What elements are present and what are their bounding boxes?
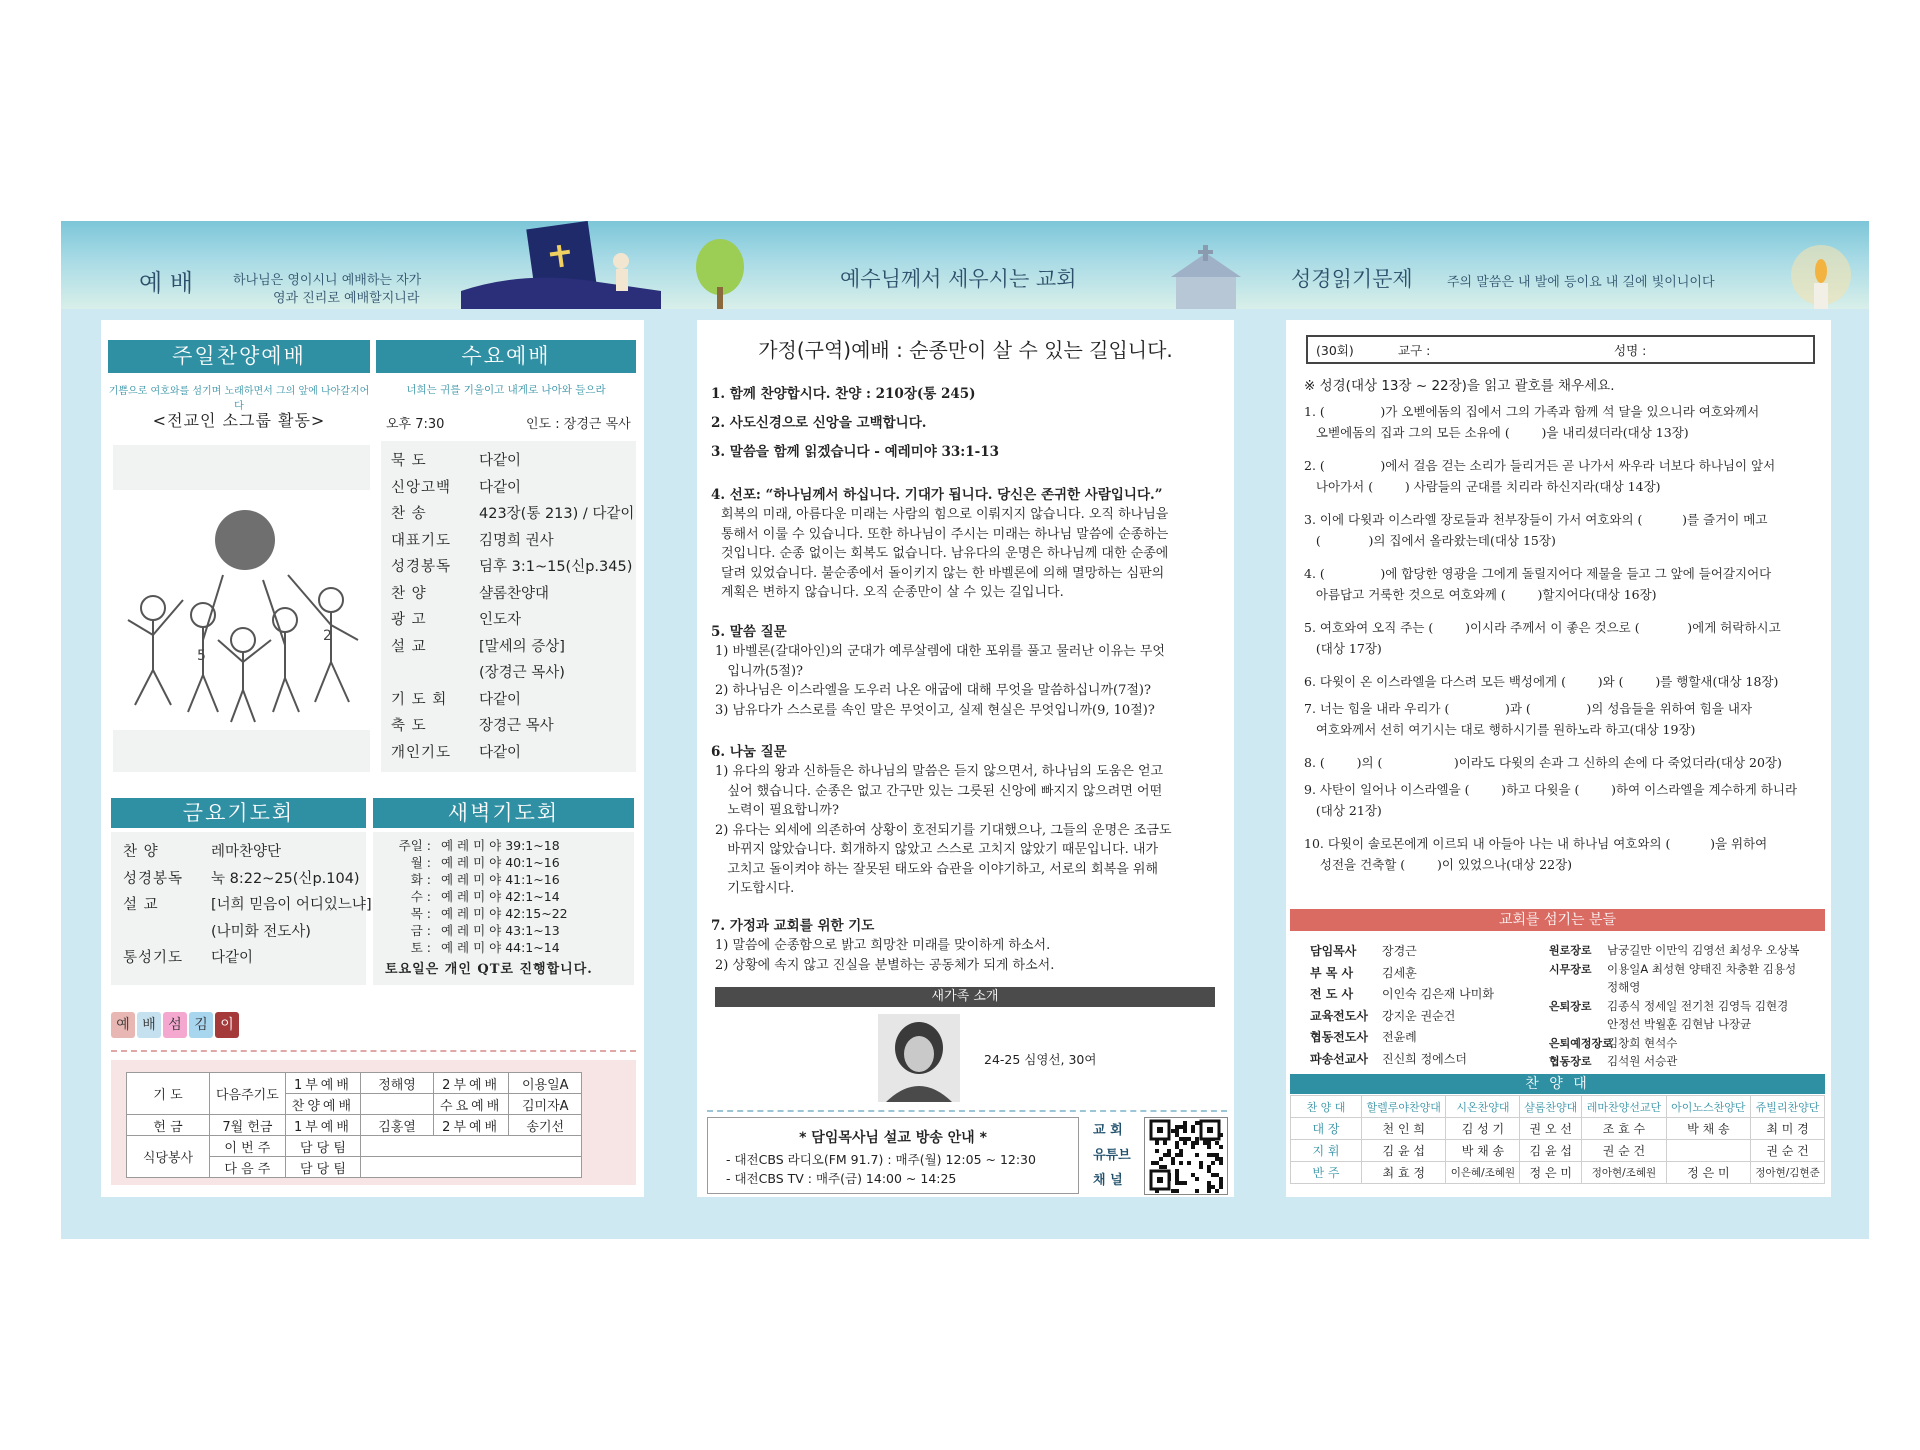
- person-photo-icon: [878, 1014, 960, 1102]
- wednesday-row: [391, 449, 521, 470]
- sunday-illustration-area: [113, 445, 370, 772]
- sermon-line: 달려 있었습니다. 불순종에서 돌이키지 않는 한 바벨론에 의해 멸망하는 심판의: [721, 565, 1165, 581]
- wednesday-row: [391, 608, 521, 629]
- choir-row-label: 지 휘: [1291, 1140, 1362, 1162]
- broadcast-divider: [707, 1110, 1227, 1112]
- friday-row: [123, 840, 281, 861]
- dawn-row-value: 예 레 미 야 39:1~18: [441, 838, 560, 853]
- wednesday-row-label: 찬 양: [391, 585, 427, 602]
- duty-offering-first-name: 김홍열: [361, 1115, 434, 1136]
- group-activity-icon: [113, 490, 370, 730]
- banner-bible-quiz-subtitle: 주의 말씀은 내 발에 등이요 내 길에 빛이니이다: [1447, 275, 1715, 290]
- wednesday-row-value: 인도자: [479, 612, 522, 628]
- duty-second-service: 2부예배: [434, 1073, 509, 1094]
- channel-labels: [1093, 1118, 1133, 1193]
- servant-row: [1310, 1050, 1467, 1067]
- servant-names: 김석원 서승관: [1607, 1054, 1678, 1068]
- duty-offering-second-name: 송기선: [509, 1115, 582, 1136]
- servant-role: 파송선교사: [1310, 1051, 1368, 1066]
- wednesday-row-value: 다같이: [479, 691, 522, 708]
- sermon-line: 계획은 변하지 않습니다. 오직 순종만이 살 수 있는 길입니다.: [721, 585, 1064, 600]
- sermon-line: 통해서 이룰 수 있습니다. 또한 하나님이 주시는 미래는 하나님 말씀에 순종하는: [721, 526, 1169, 542]
- broadcast-title: * 담임목사님 설교 방송 안내 *: [799, 1130, 987, 1146]
- sermon-head: 4. 선포: “하나님께서 하십니다. 기대가 됩니다. 당신은 존귀한 사람입니다.”: [711, 487, 1163, 503]
- dawn-row-day: 목 :: [410, 906, 431, 921]
- duty-second-name: 이용일A: [509, 1073, 582, 1094]
- quiz-line: 10. 다윗이 솔로몬에게 이르되 내 아들아 나는 내 하나님 여호와의 ( )을 위하여: [1304, 836, 1768, 851]
- dawn-row-day: 월 :: [410, 855, 431, 870]
- duty-table: [126, 1072, 582, 1178]
- friday-row-label: 찬 양: [123, 844, 159, 860]
- candle-icon: [1781, 235, 1861, 309]
- quiz-line: 3. 이에 다윗과 이스라엘 장로들과 천부장들이 가서 여호와의 ( )를 즐거이 메고: [1304, 512, 1768, 527]
- middle-panel: [697, 320, 1234, 1197]
- duty-title-char: 섬: [163, 1012, 187, 1038]
- choir-cell: 조 효 수: [1582, 1118, 1666, 1140]
- quiz-district: 교구 :: [1398, 343, 1431, 358]
- servant-role: 은퇴예정장로: [1549, 1036, 1613, 1050]
- prayer-head: 7. 가정과 교회를 위한 기도: [711, 918, 875, 934]
- servant-row: [1549, 998, 1788, 1014]
- servants-header: 교회를 섬기는 분들: [1290, 909, 1825, 931]
- choir-cell: 김 성 기: [1446, 1118, 1520, 1140]
- banner-worship-subtitle-1: 하나님은 영이시니 예배하는 자가: [233, 273, 422, 288]
- servant-names: 정해영: [1607, 980, 1641, 994]
- duty-wed-name: 김미자A: [509, 1094, 582, 1115]
- choir-row-label: 반 주: [1291, 1162, 1362, 1184]
- choir-col-header: 레마찬양선교단: [1582, 1096, 1666, 1118]
- sunday-subtitle: <전교인 소그룹 활동>: [152, 411, 326, 430]
- share-line: 기도합시다.: [715, 881, 795, 896]
- servant-role: 전 도 사: [1310, 987, 1354, 1001]
- wednesday-row-value: 장경근 목사: [479, 718, 554, 734]
- friday-row: [123, 920, 311, 941]
- duty-offering-month: 7월 헌금: [210, 1115, 286, 1136]
- friday-row-value: 다같이: [211, 950, 254, 966]
- sermon-line: 회복의 미래, 아름다운 미래는 사람의 힘으로 이뤄지지 않습니다. 오직 하나님을: [721, 507, 1169, 522]
- duty-title: [111, 1012, 239, 1040]
- dawn-row-day: 수 :: [410, 889, 431, 904]
- servant-names: 강지운 권순건: [1382, 1008, 1456, 1023]
- left-panel: [101, 320, 644, 1197]
- dawn-row-day: 화 :: [410, 872, 431, 887]
- qr-code-icon: [1145, 1118, 1227, 1194]
- quiz-line: 4. ( )에 합당한 영광을 그에게 돌릴지어다 제물을 들고 그 앞에 들어갈지어다: [1304, 566, 1772, 581]
- dawn-row-day: 주일 :: [398, 838, 431, 853]
- newcomer-header: 새가족 소개: [715, 987, 1215, 1007]
- wednesday-row-label: 대표기도: [391, 532, 452, 549]
- share-line: 2) 유다는 외세에 의존하여 상황이 호전되기를 기대했으나, 그들의 운명은 조금도: [715, 822, 1172, 838]
- share-line: 바뀌지 않았습니다. 회개하지 않았고 스스로 고치지 않았기 때문입니다. 내가: [715, 842, 1159, 857]
- dawn-row-value: 예 레 미 야 43:1~13: [441, 923, 560, 938]
- question-line: 입니까(5절)?: [715, 663, 804, 679]
- choir-cell: 이은혜/조혜원: [1446, 1162, 1520, 1184]
- share-head: 6. 나눔 질문: [711, 744, 787, 760]
- wednesday-row: [391, 635, 565, 656]
- right-panel: [1286, 320, 1831, 1197]
- banner-worship-title: 예 배: [139, 269, 193, 297]
- prayer-line: 1) 말씀에 순종함으로 밝고 희망찬 미래를 맞이하게 하소서.: [715, 938, 1051, 953]
- quiz-line: (대상 17장): [1304, 641, 1382, 656]
- mid-item: 3. 말씀을 함께 읽겠습니다 - 예레미야 33:1-13: [711, 444, 1000, 460]
- dawn-row-value: 예 레 미 야 42:15~22: [441, 906, 568, 921]
- duty-this-week: 이 번 주: [210, 1136, 286, 1157]
- broadcast-box: [707, 1117, 1079, 1194]
- quiz-instruction: ※ 성경(대상 13장 ~ 22장)을 읽고 괄호를 채우세요.: [1304, 378, 1615, 394]
- wednesday-row-label: 기 도 회: [391, 691, 448, 708]
- duty-next-prayer: 다음주기도: [210, 1073, 286, 1115]
- question-line: 3) 남유다가 스스로를 속인 말은 무엇이고, 실제 현실은 무엇입니까(9, 10절)?: [715, 702, 1155, 718]
- friday-row-value: 눅 8:22~25(신p.104): [211, 870, 360, 887]
- duty-title-char: 김: [189, 1012, 213, 1038]
- duty-table-area: [111, 1060, 636, 1185]
- mid-item: 2. 사도신경으로 신앙을 고백합니다.: [711, 415, 927, 431]
- wednesday-row-value: 다같이: [479, 479, 522, 496]
- quiz-line: 9. 사탄이 일어나 이스라엘을 ( )하고 다윗을 ( )하여 이스라엘을 계수하게 하니라: [1304, 782, 1798, 797]
- dawn-row: [383, 870, 560, 888]
- servant-row: [1549, 961, 1796, 977]
- servant-names: 안정선 박월훈 김현남 나장균: [1607, 1017, 1752, 1031]
- quiz-line: 1. ( )가 오벧에돔의 집에서 그의 가족과 함께 석 달을 있으니라 여호와께서: [1304, 404, 1760, 419]
- servant-names: 진신희 정에스더: [1382, 1051, 1467, 1066]
- choir-header: 찬 양 대: [1290, 1074, 1825, 1094]
- wednesday-row-label: 신앙고백: [391, 479, 452, 496]
- choir-row: [1291, 1118, 1825, 1140]
- wednesday-row-label: 개인기도: [391, 744, 452, 761]
- sunday-worship-title: 주일찬양예배: [108, 340, 370, 373]
- friday-row-label: 성경봉독: [123, 870, 184, 887]
- wednesday-row-label: 성경봉독: [391, 559, 452, 575]
- servant-row: [1549, 979, 1640, 995]
- choir-cell: 권 오 선: [1520, 1118, 1582, 1140]
- wednesday-worship-title: 수요예배: [376, 340, 636, 373]
- wednesday-row-value: 딤후 3:1~15(신p.345): [479, 559, 633, 575]
- channel-label: 교 회: [1093, 1123, 1123, 1138]
- wednesday-row: [391, 476, 521, 497]
- choir-col-header: 찬 양 대: [1291, 1096, 1362, 1118]
- choir-row-label: 대 장: [1291, 1118, 1362, 1140]
- question-line: 2) 하나님은 이스라엘을 도우러 나온 애굽에 대해 무엇을 말씀하십니까(7절)?: [715, 683, 1151, 698]
- dawn-row-value: 예 레 미 야 40:1~16: [441, 855, 560, 870]
- duty-praise-service: 찬양예배: [285, 1094, 360, 1115]
- broadcast-line: - 대전CBS 라디오(FM 91.7) : 매주(월) 12:05 ~ 12:30: [726, 1152, 1036, 1167]
- dawn-note: 토요일은 개인 QT로 진행합니다.: [385, 962, 593, 977]
- banner-church-title: 예수님께서 세우시는 교회: [840, 267, 1077, 291]
- quiz-line: 성전을 건축할 ( )이 있었으나(대상 22장): [1304, 857, 1573, 872]
- servant-role: 교육전도사: [1310, 1008, 1368, 1023]
- servant-row: [1549, 942, 1799, 958]
- quiz-name: 성명 :: [1614, 343, 1647, 358]
- choir-cell: 정 은 미: [1666, 1162, 1750, 1184]
- friday-program: [111, 832, 372, 985]
- duty-title-char: 이: [215, 1012, 239, 1038]
- servant-names: 남궁길만 이만익 김영선 최성우 오상복: [1607, 943, 1800, 957]
- share-line: 1) 유다의 왕과 신하들은 하나님의 말씀은 듣지 않으면서, 하나님의 도움은 얻고: [715, 764, 1164, 779]
- servant-role: 협동전도사: [1310, 1030, 1368, 1044]
- broadcast-line: - 대전CBS TV : 매주(금) 14:00 ~ 14:25: [726, 1171, 957, 1186]
- servant-role: 은퇴장로: [1549, 999, 1592, 1013]
- choir-header-row: [1291, 1096, 1825, 1118]
- wednesday-row: [391, 714, 554, 735]
- mid-item: 1. 함께 찬양합시다. 찬양 : 210장(통 245): [711, 386, 976, 402]
- share-line: 노력이 필요합니까?: [715, 803, 839, 818]
- duty-kitchen-label: 식당봉사: [127, 1136, 210, 1178]
- choir-cell: 박 채 송: [1666, 1118, 1750, 1140]
- question-head: 5. 말씀 질문: [711, 624, 787, 640]
- home-worship-title: 가정(구역)예배 : 순종만이 살 수 있는 길입니다.: [758, 338, 1173, 362]
- dawn-row: [383, 904, 568, 922]
- choir-cell: 김 윤 섭: [1520, 1140, 1582, 1162]
- choir-cell: 최 효 정: [1362, 1162, 1446, 1184]
- wednesday-row-value: 다같이: [479, 453, 522, 469]
- duty-next-week: 다 음 주: [210, 1157, 286, 1178]
- wednesday-time: 오후 7:30: [386, 417, 445, 432]
- question-line: 1) 바벨론(갈대아인)의 군대가 예루살렘에 대한 포위를 풀고 물러난 이유는 무엇: [715, 644, 1165, 659]
- choir-cell: 정 은 미: [1520, 1162, 1582, 1184]
- servant-row: [1549, 1016, 1751, 1032]
- quiz-line: ( )의 집에서 올라왔는데(대상 15장): [1304, 533, 1556, 548]
- dawn-row-value: 예 레 미 야 42:1~14: [441, 889, 560, 904]
- wednesday-row: [391, 555, 632, 576]
- choir-cell: [1666, 1140, 1750, 1162]
- share-line: 고치고 돌이켜야 하는 잘못된 태도와 습관을 이야기하고, 서로의 회복을 위해: [715, 861, 1159, 877]
- dawn-row: [383, 938, 560, 956]
- wednesday-row-value: [말세의 증상]: [479, 638, 565, 655]
- sermon-line: 것입니다. 순종 없이는 회복도 없습니다. 남유다의 운명은 하나님께 대한 순종에: [721, 546, 1169, 561]
- friday-row: [123, 867, 360, 888]
- servant-row: [1549, 1035, 1677, 1051]
- duty-offering-first: 1부예배: [285, 1115, 360, 1136]
- friday-row-label: 설 교: [123, 897, 159, 913]
- newcomer-photo: [878, 1014, 960, 1102]
- dawn-row: [383, 853, 560, 871]
- dawn-program: [373, 832, 634, 985]
- wednesday-row-label: 축 도: [391, 718, 427, 734]
- quiz-line: 7. 너는 힘을 내라 우리가 ( )과 ( )의 성읍들을 위하여 힘을 내자: [1304, 701, 1753, 716]
- friday-row: [123, 946, 253, 967]
- quiz-line: 2. ( )에서 걸음 걷는 소리가 들리거든 곧 나가서 싸우라 너보다 하나님이 앞서: [1304, 458, 1776, 473]
- servant-row: [1310, 964, 1417, 981]
- dawn-row-value: 예 레 미 야 44:1~14: [441, 940, 560, 955]
- wednesday-row-label: 광 고: [391, 612, 427, 628]
- servant-row: [1549, 1053, 1677, 1069]
- wednesday-row-label: 묵 도: [391, 453, 427, 469]
- servant-names: 이인숙 김은재 나미화: [1382, 987, 1494, 1001]
- duty-divider: [111, 1050, 636, 1052]
- friday-row-label: 통성기도: [123, 950, 184, 966]
- duty-first-service: 1부예배: [285, 1073, 360, 1094]
- wednesday-row: [391, 502, 634, 523]
- friday-row-value: (나미화 전도사): [211, 923, 311, 940]
- servant-row: [1310, 942, 1417, 959]
- servant-row: [1310, 985, 1494, 1002]
- duty-prayer-label: 기 도: [127, 1073, 210, 1115]
- share-line: 싶어 했습니다. 순종은 없고 간구만 있는 그릇된 신앙에 빠지지 않으려면 어떤: [715, 783, 1163, 799]
- servant-row: [1310, 1028, 1417, 1045]
- servant-names: 장경근: [1382, 944, 1417, 958]
- channel-label: 유튜브: [1093, 1148, 1131, 1163]
- banner-church: [668, 221, 1261, 309]
- duty-offering-second: 2부예배: [434, 1115, 509, 1136]
- church-icon: [1146, 245, 1256, 309]
- wednesday-row: [391, 741, 521, 762]
- duty-this-week-team: 담 당 팀: [285, 1136, 360, 1157]
- wednesday-row-value: 다같이: [479, 744, 522, 761]
- duty-next-week-team: 담 당 팀: [285, 1157, 360, 1178]
- dawn-row: [383, 887, 560, 905]
- wednesday-row-label: 찬 송: [391, 506, 427, 522]
- choir-table: [1290, 1095, 1825, 1184]
- duty-wed-service: 수요예배: [434, 1094, 509, 1115]
- wednesday-row: [391, 582, 549, 603]
- quiz-round: (30회): [1316, 343, 1354, 358]
- wednesday-row-value: 샬롬찬양대: [479, 585, 550, 602]
- svg-text:2: 2: [323, 628, 332, 644]
- quiz-header-box: [1306, 335, 1815, 364]
- friday-prayer-title: 금요기도회: [111, 798, 366, 828]
- wednesday-row-value: 김명희 권사: [479, 532, 554, 549]
- servant-names: 김창희 현석수: [1607, 1035, 1678, 1050]
- choir-cell: 권 순 건: [1582, 1140, 1666, 1162]
- choir-col-header: 쥬빌리찬양단: [1751, 1096, 1825, 1118]
- choir-col-header: 아이노스찬양단: [1666, 1096, 1750, 1118]
- servant-role: 부 목 사: [1310, 965, 1354, 980]
- quiz-line: 5. 여호와여 오직 주는 ( )이시라 주께서 이 좋은 것으로 ( )에게 허락하시고: [1304, 620, 1781, 635]
- wednesday-row-value: (장경근 목사): [479, 665, 565, 681]
- choir-cell: 김 윤 섭: [1362, 1140, 1446, 1162]
- duty-offering-label: 헌 금: [127, 1115, 210, 1136]
- dawn-row: [383, 836, 560, 854]
- qr-code[interactable]: [1144, 1117, 1228, 1195]
- choir-cell: 최 미 경: [1751, 1118, 1825, 1140]
- tree-icon: [690, 237, 750, 309]
- quiz-line: 아름답고 거룩한 것으로 여호와께 ( )할지어다(대상 16장): [1304, 587, 1657, 602]
- wednesday-row: [391, 661, 565, 682]
- choir-col-header: 할렐루야찬양대: [1362, 1096, 1446, 1118]
- quiz-line: 8. ( )의 ( )이라도 다윗의 손과 그 신하의 손에 다 죽었더라(대상 20장): [1304, 755, 1782, 770]
- choir-row: [1291, 1140, 1825, 1162]
- wednesday-program: [381, 441, 636, 772]
- quiz-line: 나아가서 ( ) 사람들의 군대를 치리라 하신지라(대상 14장): [1304, 479, 1661, 494]
- wednesday-row: [391, 529, 554, 550]
- friday-row-value: [너희 믿음이 어디있느냐]: [211, 897, 372, 913]
- dawn-row-day: 금 :: [410, 923, 431, 938]
- choir-cell: 박 채 송: [1446, 1140, 1520, 1162]
- quiz-line: 여호와께서 선히 여기시는 대로 행하시기를 원하노라 하고(대상 19장): [1304, 722, 1696, 737]
- servant-names: 김종식 정세일 전기천 김영득 김현경: [1607, 998, 1789, 1013]
- choir-col-header: 샬롬찬양대: [1520, 1096, 1582, 1118]
- servant-role: 시무장로: [1549, 962, 1592, 976]
- banner-worship: [61, 221, 668, 309]
- quiz-line: 오벧에돔의 집과 그의 모든 소유에 ( )을 내리셨더라(대상 13장): [1304, 425, 1689, 440]
- friday-row-value: 레마찬양단: [211, 844, 282, 860]
- newcomer-info: 24-25 심영선, 30여: [984, 1052, 1097, 1067]
- bible-icon: [461, 221, 661, 309]
- bulletin-sheet: [61, 221, 1869, 1239]
- dawn-row-day: 토 :: [410, 940, 431, 955]
- choir-cell: 권 순 건: [1751, 1140, 1825, 1162]
- servant-role: 협동장로: [1549, 1055, 1592, 1068]
- quiz-line: 6. 다윗이 온 이스라엘을 다스려 모든 백성에게 ( )와 ( )를 행할새(대상 18장): [1304, 674, 1779, 689]
- duty-title-char: 예: [111, 1012, 135, 1038]
- duty-first-name: 정해영: [361, 1073, 434, 1094]
- servant-role: 담임목사: [1310, 944, 1357, 958]
- servant-names: 이용일A 최성현 양태진 차충환 김용성: [1607, 961, 1797, 976]
- wednesday-row-value: 423장(통 213) / 다같이: [479, 506, 635, 522]
- dawn-row: [383, 921, 560, 939]
- dawn-row-value: 예 레 미 야 41:1~16: [441, 872, 560, 887]
- servant-role: 원로장로: [1549, 944, 1592, 957]
- sunday-caption: 기쁨으로 여호와를 섬기며 노래하면서 그의 앞에 나아갈지어다: [108, 386, 370, 412]
- wednesday-caption: 너희는 귀를 기울이고 내게로 나아와 들으라: [406, 384, 606, 396]
- servant-row: [1310, 1007, 1455, 1024]
- banner-worship-subtitle-2: 영과 진리로 예배할지니라: [273, 291, 420, 306]
- wednesday-row-label: 설 교: [391, 638, 427, 655]
- dawn-prayer-title: 새벽기도회: [373, 798, 634, 828]
- banner-bible-quiz-title: 성경읽기문제: [1291, 267, 1413, 291]
- prayer-line: 2) 상황에 속지 않고 진실을 분별하는 공동체가 되게 하소서.: [715, 957, 1055, 973]
- servant-names: 전윤례: [1382, 1030, 1417, 1044]
- wednesday-row: [391, 688, 521, 709]
- wednesday-leader: 인도 : 장경근 목사: [526, 417, 631, 432]
- choir-row: [1291, 1162, 1825, 1184]
- quiz-line: (대상 21장): [1304, 803, 1382, 818]
- choir-cell: 정아현/조혜원: [1582, 1162, 1666, 1184]
- channel-label: 채 널: [1093, 1173, 1123, 1188]
- friday-row: [123, 893, 372, 914]
- duty-title-char: 배: [137, 1012, 161, 1038]
- choir-col-header: 시온찬양대: [1446, 1096, 1520, 1118]
- servant-names: 김세훈: [1382, 965, 1417, 980]
- svg-text:5: 5: [197, 648, 206, 664]
- banner-bible-quiz: [1261, 221, 1869, 309]
- choir-cell: 천 인 희: [1362, 1118, 1446, 1140]
- choir-cell: 정아현/김현준: [1751, 1162, 1825, 1184]
